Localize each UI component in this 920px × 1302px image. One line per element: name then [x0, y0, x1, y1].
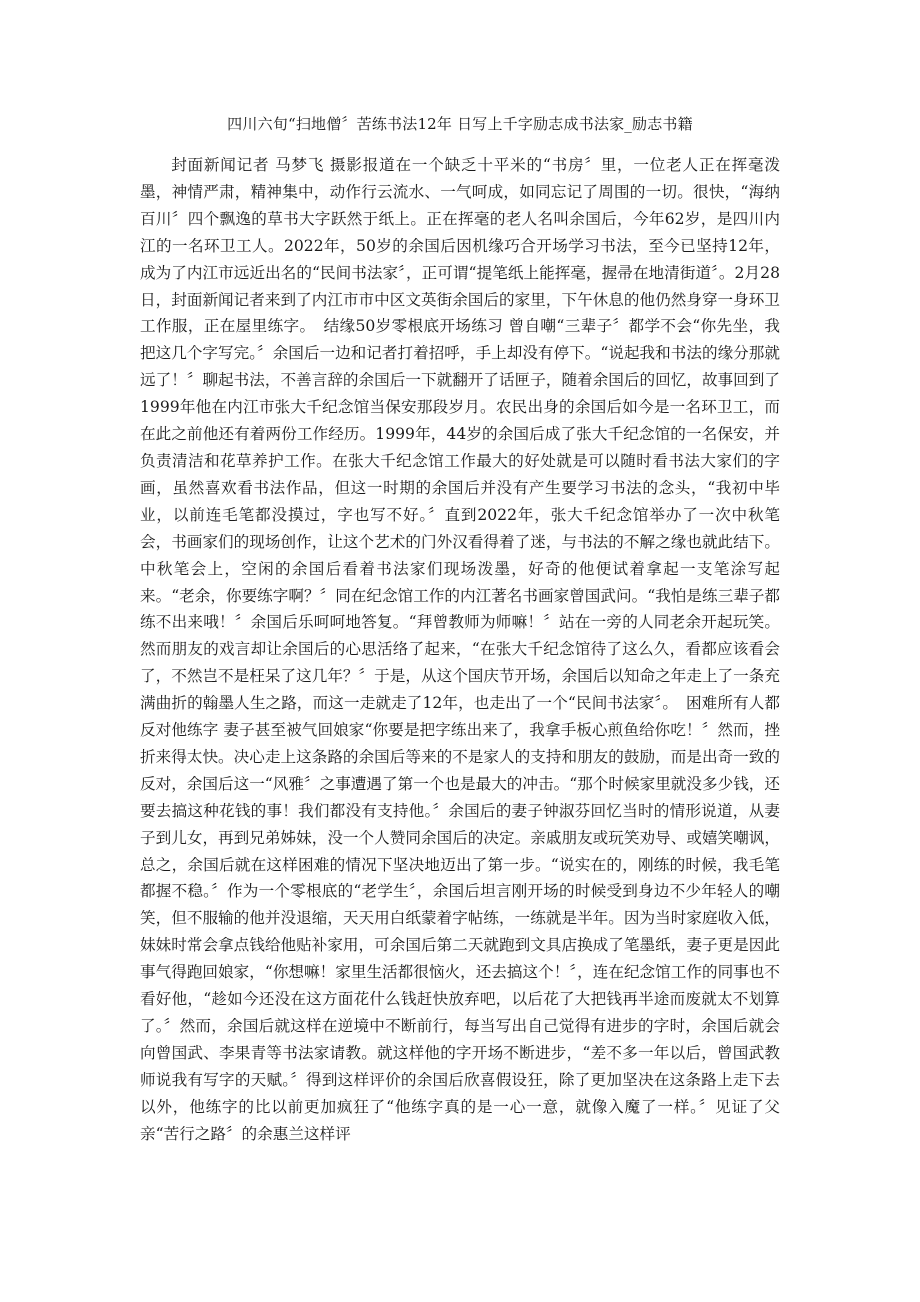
article-body: 封面新闻记者 马梦飞 摄影报道在一个缺乏十平米的“书房〞里，一位老人正在挥毫泼墨，神情严肃，精神集中，动作行云流水、一气呵成，如同忘记了周围的一切。很快，“海纳百川〞四个飘逸的草书大字跃然于纸上。正在挥毫的老人名叫余国后，今年62岁，是四川内江的一名环卫工人。2022年，50岁的余国后因机缘巧合开场学习书法，至今已坚持12年，成为了内江市远近出名的“民间书法家〞，正可谓“提笔纸上能挥毫，握帚在地清街道〞。2月28日，封面新闻记者来到了内江市市中区文英街余国后的家里，下午休息的他仍然身穿一身环卫工作服，正在屋里练字。 结缘50岁零根底开场练习 曾自嘲“三辈子〞都学不会“你先坐，我把这几个字写完。〞余国后一边和记者打着招呼，手上却没有停下。“说起我和书法的缘分那就远了！〞聊起书法，不善言辞的余国后一下就翻开了话匣子，随着余国后的回忆，故事回到了1999年他在内江市张大千纪念馆当保安那段岁月。农民出身的余国后如今是一名环卫工，而在此之前他还有着两份工作经历。1999年，44岁的余国后成了张大千纪念馆的一名保安，并负责清洁和花草养护工作。在张大千纪念馆工作最大的好处就是可以随时看书法大家们的字画，虽然喜欢看书法作品，但这一时期的余国后并没有产生要学习书法的念头，“我初中毕业，以前连毛笔都没摸过，字也写不好。〞直到2022年，张大千纪念馆举办了一次中秋笔会，书画家们的现场创作，让这个艺术的门外汉看得着了迷，与书法的不解之缘也就此结下。中秋笔会上，空闲的余国后看着书法家们现场泼墨，好奇的他便试着拿起一支笔涂写起来。“老余，你要练字啊？〞同在纪念馆工作的内江著名书画家曾国武问。“我怕是练三辈子都练不出来哦！〞余国后乐呵呵地答复。“拜曾教师为师嘛！〞站在一旁的人同老余开起玩笑。然而朋友的戏言却让余国后的心思活络了起来，“在张大千纪念馆待了这么久，看都应该看会了，不然岂不是枉呆了这几年？〞于是，从这个国庆节开场，余国后以知命之年走上了一条充满曲折的翰墨人生之路，而这一走就走了12年，也走出了一个“民间书法家〞。 困难所有人都反对他练字 妻子甚至被气回娘家“你要是把字练出来了，我拿手板心煎鱼给你吃！〞然而，挫折来得太快。决心走上这条路的余国后等来的不是家人的支持和朋友的鼓励，而是出奇一致的反对，余国后这一“风雅〞之事遭遇了第一个也是最大的冲击。“那个时候家里就没多少钱，还要去搞这种花钱的事！我们都没有支持他。〞余国后的妻子钟淑芬回忆当时的情形说道，从妻子到儿女，再到兄弟姊妹，没一个人赞同余国后的决定。亲戚朋友或玩笑劝导、或嬉笑嘲讽，总之，余国后就在这样困难的情况下坚决地迈出了第一步。“说实在的，刚练的时候，我毛笔都握不稳。〞作为一个零根底的“老学生〞，余国后坦言刚开场的时候受到身边不少年轻人的嘲笑，但不服输的他并没退缩，天天用白纸蒙着字帖练，一练就是半年。因为当时家庭收入低，妹妹时常会拿点钱给他贴补家用，可余国后第二天就跑到文具店换成了笔墨纸，妻子更是因此事气得跑回娘家，“你想嘛！家里生活都很恼火，还去搞这个！〞，连在纪念馆工作的同事也不看好他，“趁如今还没在这方面花什么钱赶快放弃吧，以后花了大把钱再半途而废就太不划算了。〞然而，余国后就这样在逆境中不断前行，每当写出自己觉得有进步的字时，余国后就会向曾国武、李果青等书法家请教。就这样他的字开场不断进步，“差不多一年以后，曾国武教师说我有写字的天赋。〞得到这样评价的余国后欣喜假设狂，除了更加坚决在这条路上走下去以外，他练字的比以前更加疯狂了“他练字真的是一心一意，就像入魔了一样。〞见证了父亲“苦行之路〞的余惠兰这样评 [140, 156, 780, 1143]
page-title: 四川六旬“扫地僧〞苦练书法12年 日写上千字励志成书法家_励志书籍 [227, 115, 693, 133]
